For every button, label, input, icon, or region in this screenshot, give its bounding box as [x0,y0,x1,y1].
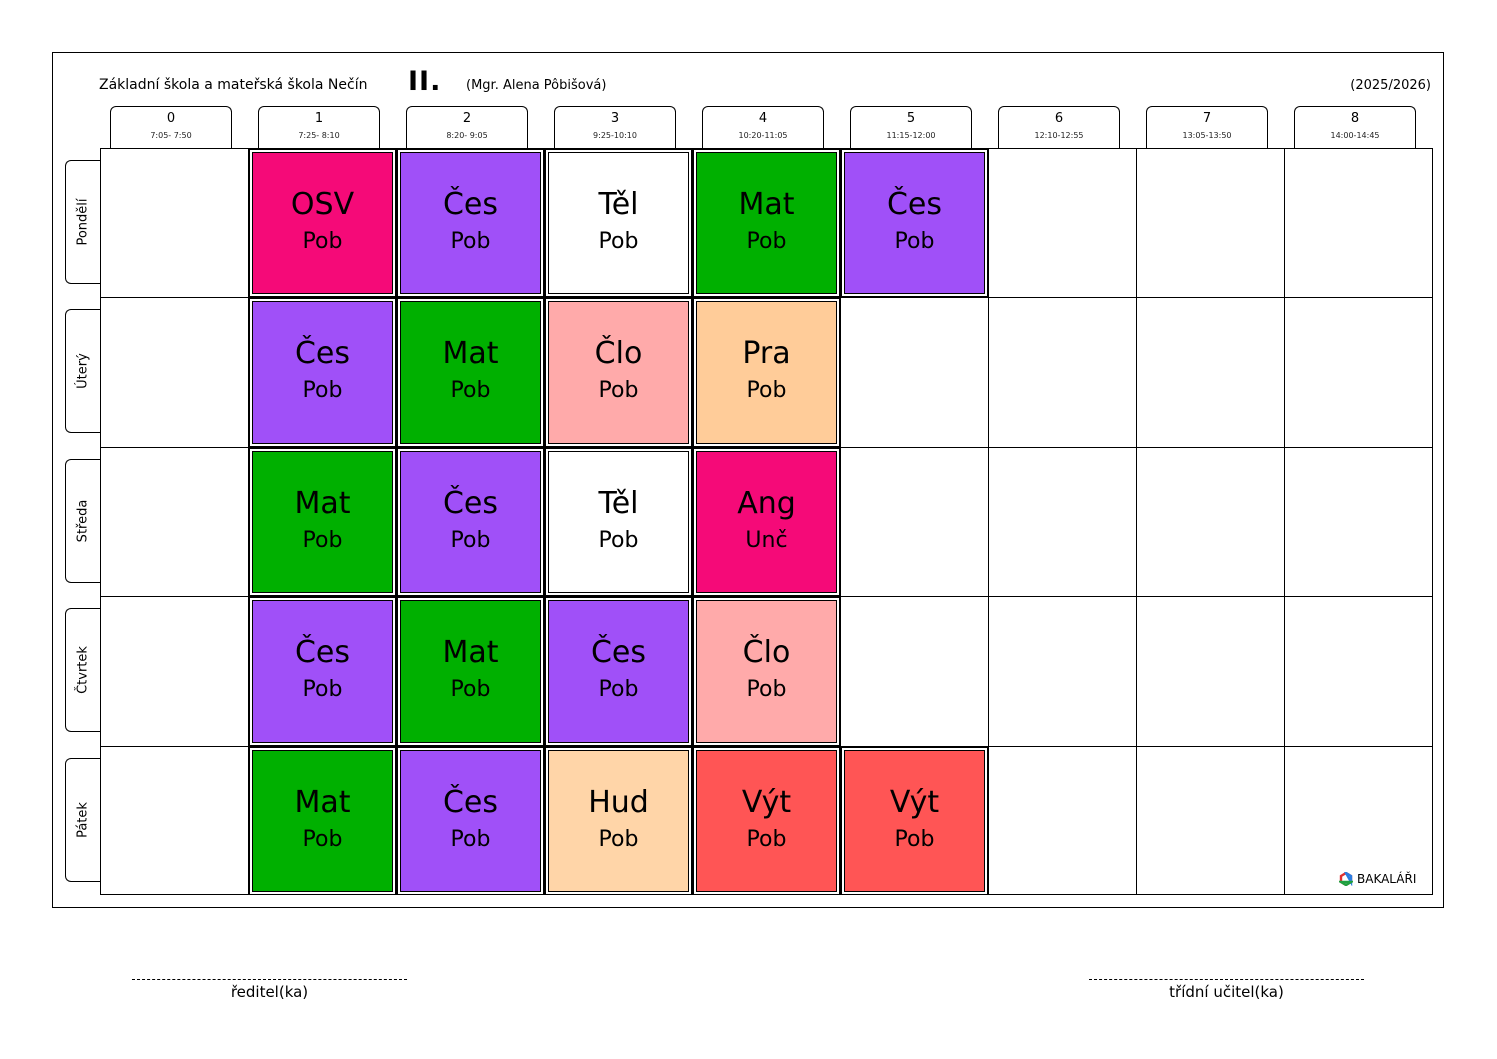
timetable-cell [989,298,1137,447]
period-time: 7:25- 8:10 [298,131,340,140]
period-header [998,106,1120,148]
period-number: 7 [1202,111,1212,126]
period-time: 8:20- 9:05 [446,131,488,140]
day-name: Čtvrtek [75,646,91,695]
period-header [850,106,972,148]
lesson-subject: Čes [442,485,499,521]
lesson-teacher: Pob [746,677,787,703]
lesson-subject: Mat [738,187,795,222]
school-name: Základní škola a mateřská škola Nečín [99,77,368,93]
lesson-subject: Mat [294,784,351,820]
timetable-cell [101,597,249,746]
period-number: 6 [1054,111,1064,126]
lesson-subject: Čes [442,784,499,820]
timetable-cell [1285,448,1432,597]
timetable-cell [1285,597,1432,746]
signature-class-teacher: třídní učitel(ka) [1089,979,1364,1001]
lesson-card[interactable] [696,451,837,593]
timetable-grid [100,148,1433,895]
lesson-card[interactable] [548,600,689,742]
lesson-card[interactable] [400,451,541,593]
lesson-teacher: Pob [598,826,639,852]
timetable-cell [1137,448,1285,597]
day-label [65,160,100,284]
period-header [110,106,232,148]
lesson-card[interactable] [252,451,393,593]
signature-director: ředitel(ka) [132,979,407,1001]
lesson-card[interactable] [696,301,837,443]
timetable-cell [1137,597,1285,746]
day-column [65,148,100,895]
period-number: 0 [166,111,176,126]
day-label [65,608,100,732]
period-time: 10:20-11:05 [738,131,788,140]
lesson-card[interactable] [696,600,837,742]
period-number: 8 [1350,111,1360,126]
lesson-subject: Člo [742,635,791,671]
lesson-teacher: Pob [302,826,343,852]
lesson-card[interactable] [252,600,393,742]
day-name: Středa [75,499,91,543]
lesson-teacher: Pob [450,229,491,254]
timetable-cell [1285,149,1432,298]
lesson-card[interactable] [400,301,541,443]
timetable-cell [841,597,989,746]
period-number: 1 [314,111,324,126]
lesson-card[interactable] [696,750,837,892]
lesson-card[interactable] [844,750,985,892]
lesson-teacher: Pob [746,378,787,404]
lesson-card[interactable] [548,301,689,443]
lesson-teacher: Pob [746,229,787,254]
period-number: 2 [462,111,472,126]
lesson-teacher: Pob [302,527,343,553]
lesson-subject: OSV [290,187,355,222]
lesson-card[interactable] [548,152,689,294]
period-header [1146,106,1268,148]
day-label [65,309,100,433]
lesson-subject: Čes [886,187,943,222]
lesson-card[interactable] [844,152,985,294]
lesson-subject: Člo [594,336,643,372]
timetable-cell [1285,298,1432,447]
lesson-card[interactable] [548,451,689,593]
class-teacher: (Mgr. Alena Pôbišová) [466,78,607,93]
lesson-subject: Výt [889,784,940,820]
lesson-subject: Čes [590,635,647,671]
day-label [65,459,100,583]
lesson-subject: Hud [588,784,649,820]
timetable-cell [1137,298,1285,447]
period-number: 5 [906,111,916,126]
lesson-teacher: Pob [450,378,491,404]
bakalari-brand [1339,872,1416,886]
lesson-subject: Čes [294,336,351,372]
lesson-teacher: Pob [302,677,343,703]
timetable-cell [1137,149,1285,298]
lesson-teacher: Pob [450,677,491,703]
timetable-cell [101,747,249,894]
school-year: (2025/2026) [1350,78,1431,93]
brand-label: BAKALÁŘI [1357,872,1417,886]
lesson-subject: Čes [442,187,499,222]
period-time: 12:10-12:55 [1034,131,1084,140]
period-header [406,106,528,148]
period-time: 11:15-12:00 [886,131,936,140]
lesson-card[interactable] [696,152,837,294]
timetable-cell [841,448,989,597]
lesson-teacher: Pob [450,826,491,852]
lesson-teacher: Pob [302,378,343,404]
lesson-subject: Těl [598,485,639,521]
bakalari-logo-icon [1339,872,1353,886]
lesson-teacher: Pob [894,826,935,852]
timetable-cell [101,298,249,447]
timetable-cell [989,149,1137,298]
lesson-card[interactable] [252,152,393,294]
lesson-subject: Těl [598,187,639,222]
lesson-teacher: Pob [598,378,639,404]
period-number: 3 [610,111,620,126]
period-time: 13:05-13:50 [1182,131,1232,140]
lesson-teacher: Unč [745,527,788,553]
lesson-subject: Výt [741,784,792,820]
lesson-teacher: Pob [746,826,787,852]
class-name: II. [408,66,442,97]
lesson-subject: Ang [737,485,796,521]
period-number: 4 [758,111,768,126]
lesson-teacher: Pob [598,527,639,553]
period-time: 9:25-10:10 [593,131,637,140]
lesson-teacher: Pob [302,229,343,254]
lesson-subject: Čes [294,635,351,671]
day-name: Pátek [75,801,91,838]
lesson-subject: Pra [742,336,791,372]
lesson-subject: Mat [442,336,499,372]
period-header [1294,106,1416,148]
lesson-card[interactable] [252,750,393,892]
day-label [65,758,100,882]
lesson-teacher: Pob [894,229,935,254]
lesson-card[interactable] [252,301,393,443]
timetable-cell [989,747,1137,894]
lesson-card[interactable] [400,152,541,294]
lesson-card[interactable] [400,600,541,742]
period-time: 14:00-14:45 [1330,131,1380,140]
timetable-cell [101,448,249,597]
timetable-cell [989,597,1137,746]
period-header [702,106,824,148]
timetable-cell [1137,747,1285,894]
period-time: 7:05- 7:50 [150,131,192,140]
period-header [258,106,380,148]
lesson-card[interactable] [400,750,541,892]
timetable-cell [989,448,1137,597]
lesson-teacher: Pob [450,527,491,553]
lesson-subject: Mat [442,635,499,671]
timetable-cell [101,149,249,298]
lesson-subject: Mat [294,485,351,521]
day-name: Úterý [75,353,91,390]
period-header-row [100,106,1432,148]
lesson-card[interactable] [548,750,689,892]
day-name: Pondělí [75,198,91,246]
lesson-teacher: Pob [598,229,639,254]
period-header [554,106,676,148]
lesson-teacher: Pob [598,677,639,703]
timetable-cell [841,298,989,447]
